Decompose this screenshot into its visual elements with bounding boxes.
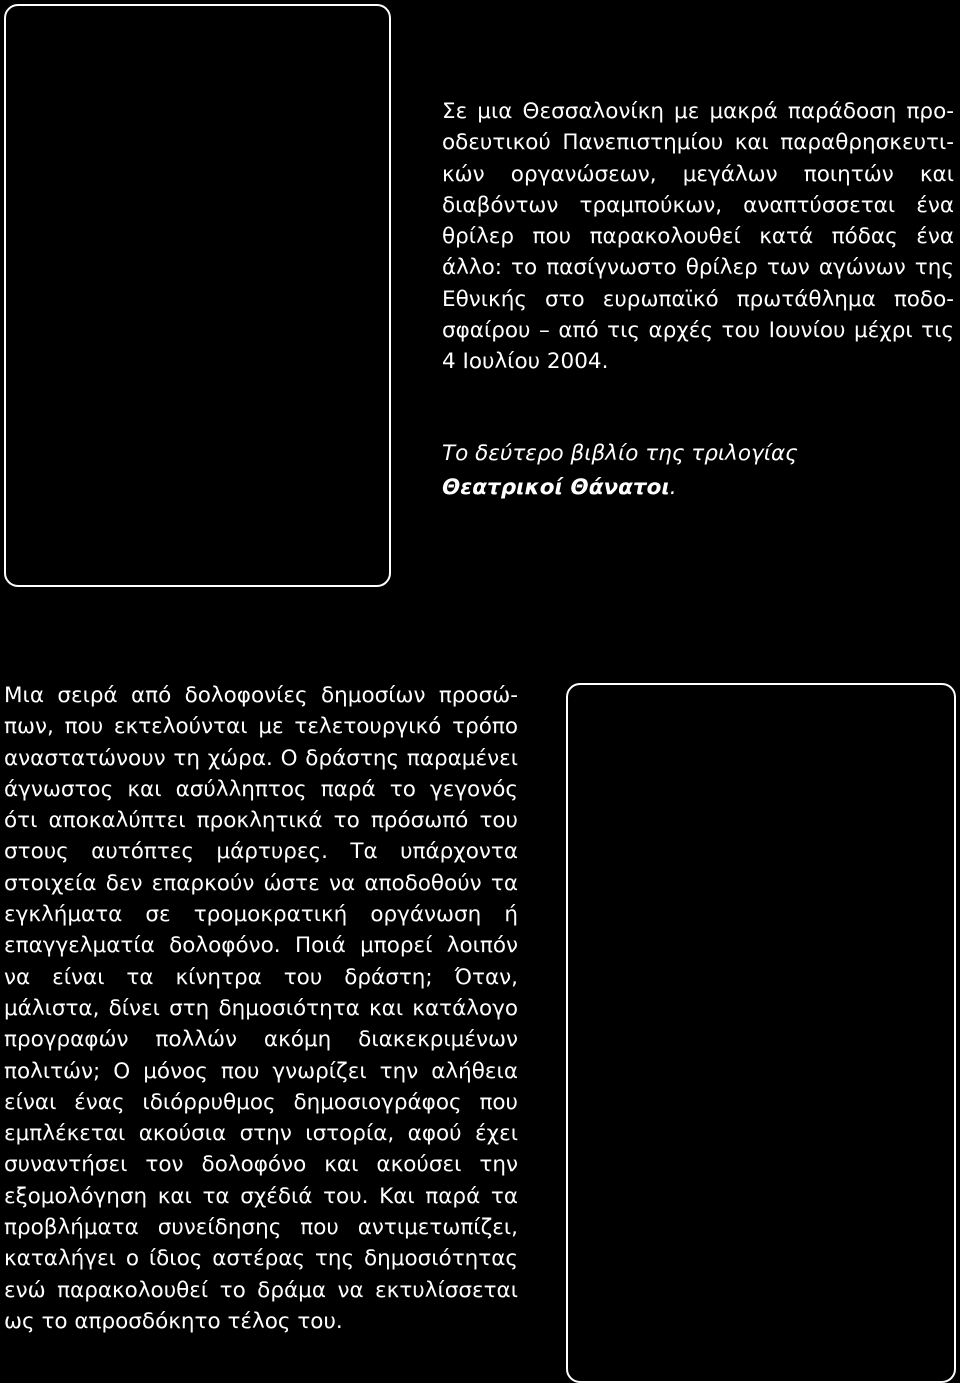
book-cover-placeholder-top bbox=[4, 4, 391, 587]
top-description: Σε μια Θεσσαλονίκη με μακρά παράδοση προοδευτικού Πανεπιστημίου και παραθρησκευτικών οργανώσεων, μεγάλων ποιητών και διαβόντων τραμπούκων, αναπτύσσεται ένα θρίλερ που παρακολουθεί κατά πόδας ένα άλλο: το πασίγνωστο θρίλερ των αγώνων της Εθνικής στο ευρωπαϊκό πρωτάθλημα ποδοσφαίρου – από τις αρχές του Ιουνίου μέχρι τις 4 Ιουλίου 2004. bbox=[442, 99, 954, 375]
book-title: Θεατρικοί Θάνατοι bbox=[442, 475, 670, 500]
tagline-lead: Το δεύτερο βιβλίο της τριλογίας bbox=[442, 441, 798, 466]
bottom-description: Μια σειρά από δολοφονίες δημοσίων προσώπων, που εκτελούνται με τελετουργικό τρόπο αναστατώνουν τη χώρα. Ο δράστης παραμένει άγνωστος και ασύλληπτος παρά το γεγονός ότι αποκαλύπτει προκλητικά το πρόσωπό του στους αυτόπτες μάρτυρες. Τα υπάρχοντα στοιχεία δεν επαρκούν ώστε να αποδοθούν τα εγκλήματα σε τρομοκρατική οργάνωση ή επαγγελματία δολοφόνο. Ποιά μπορεί λοιπόν να είναι τα κίνητρα του δράστη; Όταν, μάλιστα, δίνει στη δημοσιότητα και κατάλογο προγραφών πολλών ακόμη διακεκριμένων πολιτών; Ο μόνος που γνωρίζει την αλήθεια είναι ένας ιδιόρρυθμος δημοσιογράφος που εμπλέκεται ακούσια στην ιστορία, αφού έχει συναντήσει τον δολοφόνο και ακούσει την εξομολόγηση και τα σχέδιά του. Και παρά τα προβλήματα συνείδησης που αντιμετωπίζει, καταλήγει ο ίδιος αστέρας της δημοσιότητας ενώ παρακολουθεί το δράμα να εκτυλίσσεται ως το απροσδόκητο τέλος του. bbox=[4, 683, 518, 1334]
book-cover-placeholder-bottom bbox=[566, 683, 956, 1383]
trilogy-tagline bbox=[442, 437, 798, 505]
tagline-end: . bbox=[669, 475, 677, 500]
